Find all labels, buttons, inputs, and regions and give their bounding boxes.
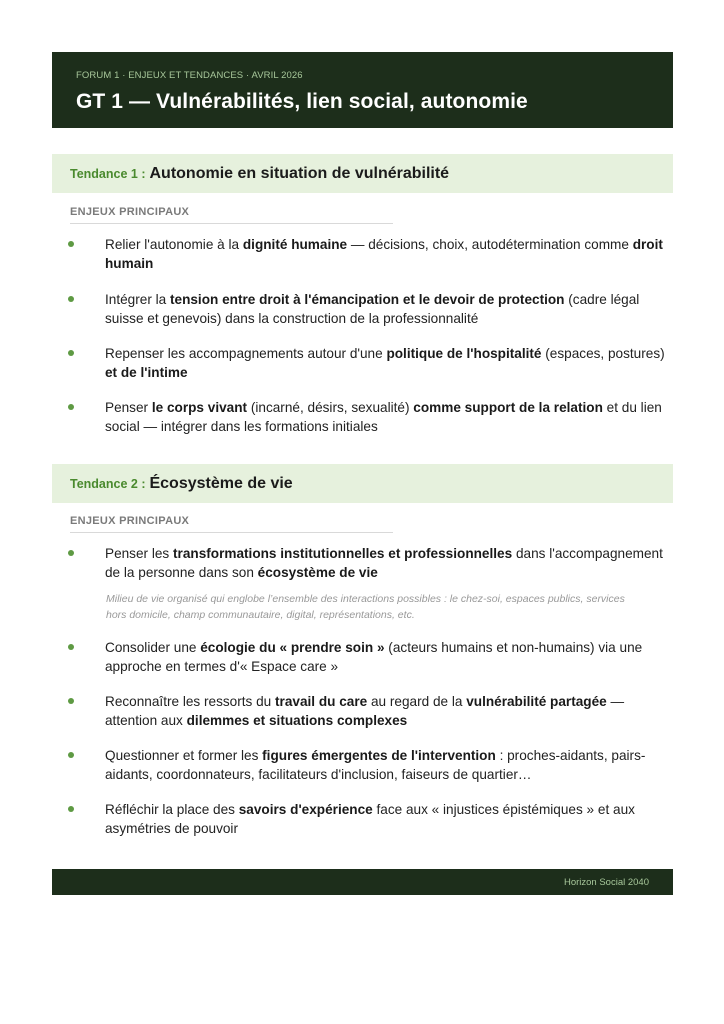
bullet-icon (68, 806, 74, 812)
footer-text: Horizon Social 2040 (563, 876, 649, 888)
emphasis-text: comme support de la relation (413, 400, 603, 415)
emphasis-text: politique de l'hospitalité (386, 346, 542, 361)
header-kicker: FORUM 1 · ENJEUX ET TENDANCES · AVRIL 2026 (76, 70, 303, 81)
emphasis-text: écologie du « prendre soin » (200, 640, 385, 655)
section-band-tendance-2 (52, 464, 673, 503)
list-item-text (105, 692, 665, 730)
list-item-text (105, 398, 665, 436)
text-run: et du lien social — intégrer dans les formations initiales (105, 400, 662, 434)
emphasis-text: travail du care (275, 694, 368, 709)
section-title: Autonomie en situation de vulnérabilité (149, 164, 450, 182)
emphasis-text: le corps vivant (151, 400, 248, 415)
text-run: : proches-aidants, pairs-aidants, coordonnateurs, facilitateurs d'inclusion, faiseurs de quartier… (105, 748, 646, 782)
text-run: (incarné, désirs, sexualité) (247, 400, 414, 415)
text-run: Repenser les accompagnements autour d'une (105, 346, 387, 361)
bullet-icon (68, 296, 74, 302)
list-item-text (105, 235, 665, 273)
text-run: (espaces, postures) (541, 346, 665, 361)
list-item-text (105, 746, 665, 784)
text-run: Intégrer la (105, 292, 170, 307)
section-band-tendance-1 (52, 154, 673, 193)
emphasis-text: droit humain (105, 237, 663, 271)
text-run: Reconnaître les ressorts du (105, 694, 276, 709)
text-run: — décisions, choix, autodétermination comme (347, 237, 633, 252)
emphasis-text: dilemmes et situations complexes (186, 713, 408, 728)
text-run: au regard de la (367, 694, 467, 709)
text-run: face aux « injustices épistémiques » et aux asymétries de pouvoir (105, 802, 635, 836)
text-run: Penser (105, 400, 152, 415)
text-run: — attention aux (105, 694, 625, 728)
emphasis-text: transformations institutionnelles et professionnelles (173, 546, 513, 561)
bullet-icon (68, 644, 74, 650)
section-label: Tendance 1 : (70, 166, 146, 181)
section-subheading: ENJEUX PRINCIPAUX (70, 206, 393, 224)
bullet-icon (68, 698, 74, 704)
text-run: Relier l'autonomie à la (105, 237, 243, 252)
emphasis-text: savoirs d'expérience (238, 802, 373, 817)
section-title: Écosystème de vie (149, 474, 293, 492)
bullet-icon (68, 241, 74, 247)
bullet-icon (68, 752, 74, 758)
emphasis-text: tension entre droit à l'émancipation et le devoir de protection (169, 292, 565, 307)
text-run: Penser les (105, 546, 174, 561)
emphasis-text: et de l'intime (105, 365, 188, 380)
text-run: Consolider une (105, 640, 201, 655)
text-run: (cadre légal suisse et genevois) dans la construction de la professionnalité (105, 292, 640, 326)
list-item-note: Milieu de vie organisé qui englobe l’ensemble des interactions possibles : le chez-soi, espaces publics, services hors domicile, champ communautaire, digital, représentations, etc. (106, 593, 625, 621)
bullet-icon (68, 550, 74, 556)
section-subheading: ENJEUX PRINCIPAUX (70, 515, 393, 533)
text-run: Réfléchir la place des (105, 802, 239, 817)
list-item-text (105, 638, 665, 676)
emphasis-text: figures émergentes de l'intervention (262, 748, 496, 763)
emphasis-text: écosystème de vie (257, 565, 378, 580)
list-item-text (105, 344, 665, 382)
list-item-text (105, 290, 665, 328)
page-header (52, 52, 673, 128)
emphasis-text: dignité humaine (242, 237, 348, 252)
page-title: GT 1 — Vulnérabilités, lien social, autonomie (76, 90, 528, 113)
page-footer (52, 869, 673, 895)
text-run: Questionner et former les (105, 748, 263, 763)
list-item-text (105, 800, 665, 838)
text-run: dans l'accompagnement de la personne dans son (105, 546, 663, 580)
bullet-icon (68, 404, 74, 410)
text-run: (acteurs humains et non-humains) via une approche en termes d'« Espace care » (105, 640, 643, 674)
list-item-text (105, 544, 665, 582)
emphasis-text: vulnérabilité partagée (466, 694, 607, 709)
section-label: Tendance 2 : (70, 476, 146, 491)
bullet-icon (68, 350, 74, 356)
